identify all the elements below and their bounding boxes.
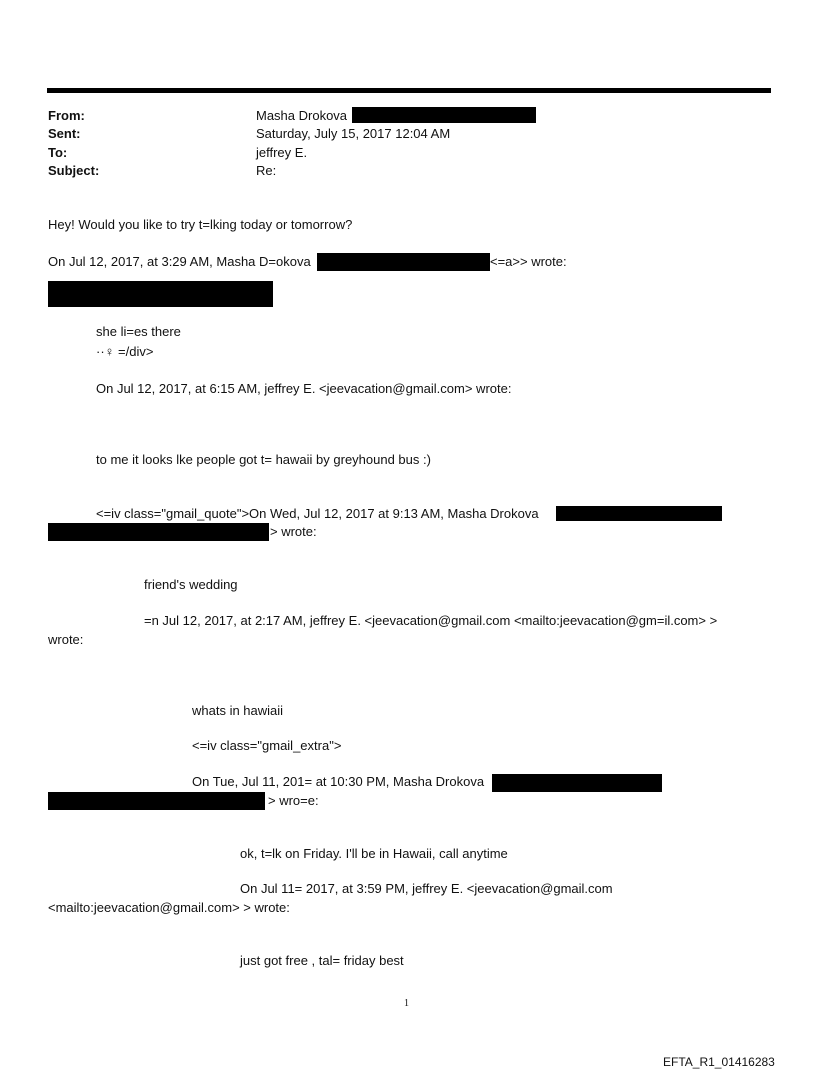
from-label: From: bbox=[48, 108, 85, 123]
redaction-box bbox=[48, 792, 265, 810]
redaction-box bbox=[48, 281, 273, 307]
quoted-line: whats in hawiaii bbox=[192, 703, 284, 718]
quote-header: =n Jul 12, 2017, at 2:17 AM, jeffrey E. <jeevacation@gmail.com <mailto:jeevacation@gm=il.com> > bbox=[144, 613, 718, 628]
subject-value: Re: bbox=[256, 163, 277, 178]
quote-header-suffix: > wro=e: bbox=[268, 793, 319, 808]
quoted-line: just got free , tal= friday best bbox=[240, 953, 404, 968]
quote-header-suffix: <=a>> wrote: bbox=[490, 254, 567, 269]
redaction-box bbox=[48, 523, 269, 541]
redaction-box bbox=[556, 506, 722, 521]
sent-label: Sent: bbox=[48, 126, 81, 141]
quoted-line: she li=es there bbox=[96, 324, 181, 339]
quote-header-suffix: > wrote: bbox=[270, 524, 317, 539]
sent-value: Saturday, July 15, 2017 12:04 AM bbox=[256, 126, 451, 141]
quoted-line: friend's wedding bbox=[144, 577, 238, 592]
body-line: Hey! Would you like to try t=lking today or tomorrow? bbox=[48, 217, 353, 232]
redaction-box bbox=[492, 774, 662, 792]
header-rule bbox=[47, 88, 771, 93]
to-label: To: bbox=[48, 145, 68, 160]
quote-header: On Jul 12, 2017, at 3:29 AM, Masha D=okova bbox=[48, 254, 311, 269]
quote-header: On Tue, Jul 11, 201= at 10:30 PM, Masha Drokova bbox=[192, 774, 485, 789]
subject-label: Subject: bbox=[48, 163, 100, 178]
quoted-line: to me it looks lke people got t= hawaii by greyhound bus :) bbox=[96, 452, 431, 467]
redaction-box bbox=[317, 253, 490, 271]
quote-header: wrote: bbox=[48, 632, 84, 647]
quoted-line: ··♀ =/div> bbox=[96, 344, 154, 359]
quote-header: On Jul 12, 2017, at 6:15 AM, jeffrey E. <jeevacation@gmail.com> wrote: bbox=[96, 381, 512, 396]
quote-header: <mailto:jeevacation@gmail.com> > wrote: bbox=[48, 900, 290, 915]
page-number: 1 bbox=[404, 998, 409, 1009]
bates-number: EFTA_R1_01416283 bbox=[663, 1055, 775, 1069]
quoted-line: <=iv class="gmail_extra"> bbox=[192, 738, 342, 753]
from-value: Masha Drokova bbox=[256, 108, 348, 123]
redaction-box bbox=[352, 107, 536, 123]
quote-header: <=iv class="gmail_quote">On Wed, Jul 12, 2017 at 9:13 AM, Masha Drokova bbox=[96, 506, 539, 521]
quote-header: On Jul 11= 2017, at 3:59 PM, jeffrey E. <jeevacation@gmail.com bbox=[240, 881, 613, 896]
quoted-line: ok, t=lk on Friday. I'll be in Hawaii, call anytime bbox=[240, 846, 508, 861]
to-value: jeffrey E. bbox=[256, 145, 308, 160]
